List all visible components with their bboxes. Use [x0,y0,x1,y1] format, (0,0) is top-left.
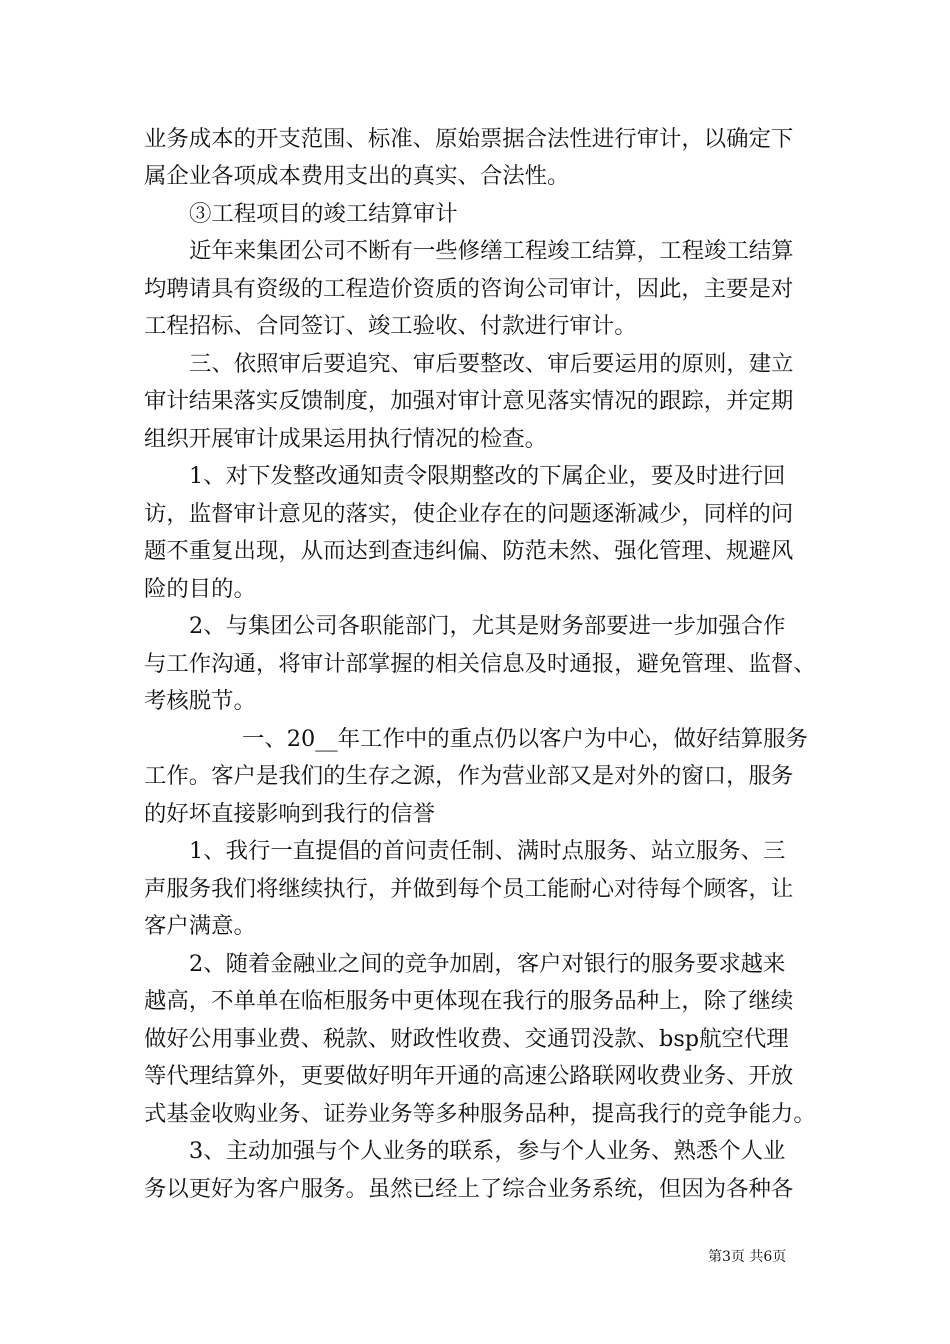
text-line: 考核脱节。 [144,688,256,714]
text-line: 的好坏直接影响到我行的信誉 [144,801,436,827]
text-line: 越高，不单单在临柜服务中更体现在我行的服务品种上，除了继续 [144,988,794,1014]
text-line: 1、我行一直提倡的首问责任制、满时点服务、站立服务、三 [189,838,786,864]
text-line: 工作。客户是我们的生存之源，作为营业部又是对外的窗口，服务 [144,763,794,789]
text-line: 2、与集团公司各职能部门，尤其是财务部要进一步加强合作 [189,613,786,639]
text-line: 业务成本的开支范围、标准、原始票据合法性进行审计，以确定下 [144,126,794,152]
text-line: 与工作沟通，将审计部掌握的相关信息及时通报，避免管理、监督、 [144,651,816,677]
page-number-footer: 第3页 共6页 [708,1249,787,1265]
text-line: 属企业各项成本费用支出的真实、合法性。 [144,163,570,189]
text-line: 组织开展审计成果运用执行情况的检查。 [144,426,548,452]
text-line: 访，监督审计意见的落实，使企业存在的问题逐渐减少，同样的问 [144,501,794,527]
text-line: 险的目的。 [144,576,256,602]
text-line: 等代理结算外，更要做好明年开通的高速公路联网收费业务、开放 [144,1063,794,1089]
text-line: 声服务我们将继续执行，并做到每个员工能耐心对待每个顾客，让 [144,876,794,902]
text-line: 近年来集团公司不断有一些修缮工程竣工结算，工程竣工结算 [189,238,794,264]
text-line: 题不重复出现，从而达到查违纠偏、防范未然、强化管理、规避风 [144,538,794,564]
text-line: 式基金收购业务、证券业务等多种服务品种，提高我行的竞争能力。 [144,1101,816,1127]
text-line: 一、20__年工作中的重点仍以客户为中心，做好结算服务 [242,726,808,752]
text-line: 审计结果落实反馈制度，加强对审计意见落实情况的跟踪，并定期 [144,388,794,414]
text-line: 均聘请具有资级的工程造价资质的咨询公司审计，因此，主要是对 [144,276,794,302]
text-line: 做好公用事业费、税款、财政性收费、交通罚没款、bsp航空代理 [144,1026,789,1052]
text-line: 客户满意。 [144,913,256,939]
text-line: 工程招标、合同签订、竣工验收、付款进行审计。 [144,313,637,339]
text-line: 务以更好为客户服务。虽然已经上了综合业务系统，但因为各种各 [144,1176,794,1202]
text-line: 3、主动加强与个人业务的联系，参与个人业务、熟悉个人业 [189,1138,786,1164]
text-line: 三、依照审后要追究、审后要整改、审后要运用的原则，建立 [189,351,794,377]
text-line: 1、对下发整改通知责令限期整改的下属企业，要及时进行回 [189,463,786,489]
text-line: ③工程项目的竣工结算审计 [189,201,458,227]
text-line: 2、随着金融业之间的竞争加剧，客户对银行的服务要求越来 [189,951,786,977]
